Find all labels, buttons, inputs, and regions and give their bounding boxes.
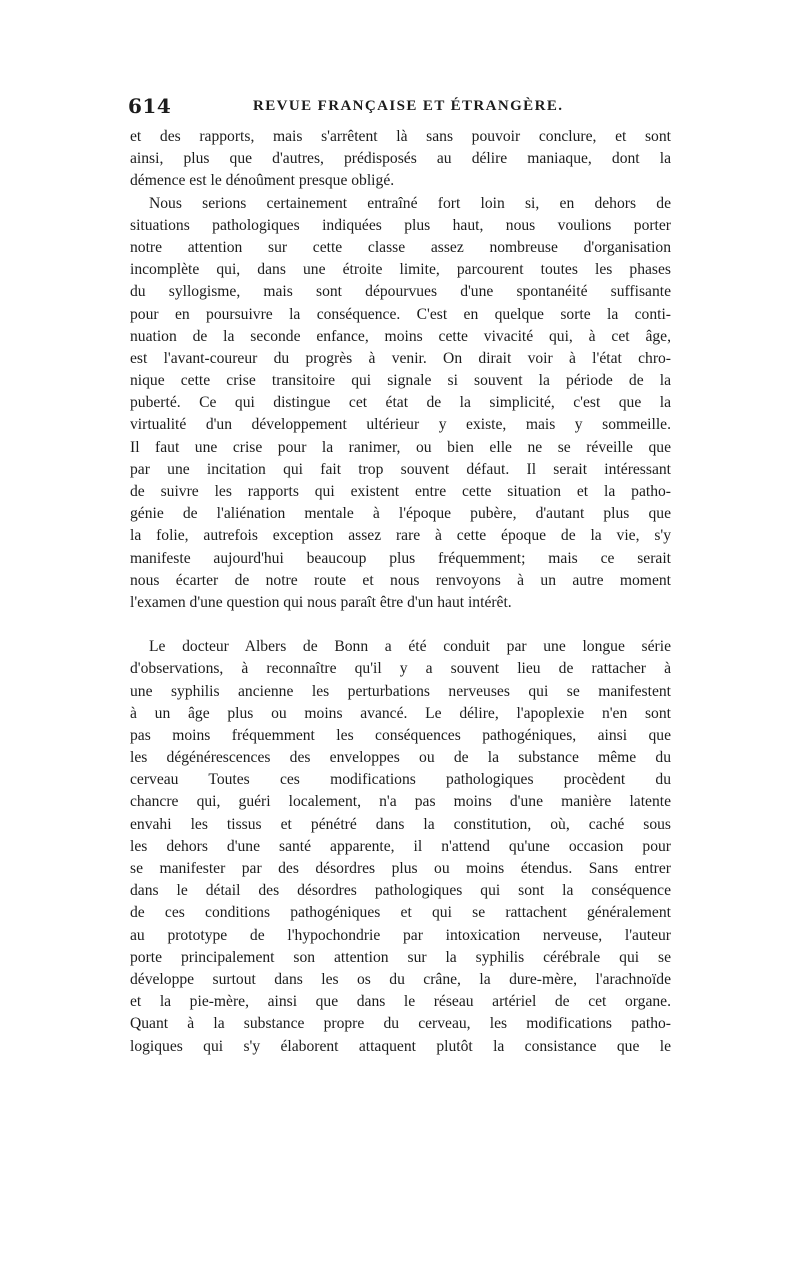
text-line: nous écarter de notre route et nous renvoyons à un autre moment	[130, 571, 671, 589]
text-line: est l'avant-coureur du progrès à venir. On dirait voir à l'état chro-	[130, 349, 671, 367]
text-line: la folie, autrefois exception assez rare à cette époque de la vie, s'y	[130, 527, 671, 545]
text-line: cerveau Toutes ces modifications pathologiques procèdent du	[130, 771, 671, 789]
running-head	[128, 94, 674, 124]
text-line: porte principalement son attention sur la syphilis cérébrale qui se	[130, 948, 671, 966]
text-line: incomplète qui, dans une étroite limite, parcourent toutes les phases	[130, 261, 671, 279]
page-number: 614	[128, 94, 172, 118]
text-line: démence est le dénoûment presque obligé.	[130, 172, 395, 190]
text-line: de suivre les rapports qui existent entre cette situation et la patho-	[130, 483, 671, 500]
text-line: génie de l'aliénation mentale à l'époque pubère, d'autant plus que	[130, 505, 671, 523]
text-line: Nous serions certainement entraîné fort loin si, en dehors de	[149, 194, 671, 212]
text-line: à un âge plus ou moins avancé. Le délire, l'apoplexie n'en sont	[130, 704, 671, 722]
text-line: par une incitation qui fait trop souvent défaut. Il serait intéressant	[130, 460, 671, 478]
text-line: Quant à la substance propre du cerveau, les modifications patho-	[130, 1015, 671, 1033]
text-line: de ces conditions pathogéniques et qui se rattachent généralement	[130, 904, 671, 922]
text-line: Le docteur Albers de Bonn a été conduit par une longue série	[149, 638, 671, 656]
text-line: développe surtout dans les os du crâne, la dure-mère, l'arachnoïde	[130, 970, 671, 988]
text-line: une syphilis ancienne les perturbations nerveuses qui se manifestent	[130, 682, 671, 700]
text-line: nuation de la seconde enfance, moins cette vivacité qui, à cet âge,	[130, 327, 671, 345]
journal-title: REVUE FRANÇAISE ET ÉTRANGÈRE.	[253, 98, 564, 114]
text-line: virtualité d'un développement ultérieur y existe, mais y sommeille.	[130, 416, 671, 434]
paragraph-1	[130, 126, 671, 193]
text-line: chancre qui, guéri localement, n'a pas moins d'une manière latente	[130, 793, 671, 811]
text-line: puberté. Ce qui distingue cet état de la simplicité, c'est que la	[130, 394, 671, 412]
text-line: l'examen d'une question qui nous paraît être d'un haut intérêt.	[130, 593, 512, 611]
text-line: nique cette crise transitoire qui signale si souvent la période de la	[130, 372, 671, 390]
text-line: du syllogisme, mais sont dépourvues d'une spontanéité suffisante	[130, 283, 671, 301]
text-line: situations pathologiques indiquées plus haut, nous voulions porter	[130, 216, 671, 234]
text-line: envahi les tissus et pénétré dans la constitution, où, caché sous	[130, 815, 671, 833]
text-line: d'observations, à reconnaître qu'il y a souvent lieu de rattacher à	[130, 660, 671, 678]
text-line: Il faut une crise pour la ranimer, ou bien elle ne se réveille que	[130, 438, 671, 456]
page-body	[130, 126, 671, 1058]
text-line: pas moins fréquemment les conséquences pathogéniques, ainsi que	[130, 726, 671, 744]
text-line: ainsi, plus que d'autres, prédisposés au délire maniaque, dont la	[130, 150, 671, 168]
text-line: au prototype de l'hypochondrie par intoxication nerveuse, l'auteur	[130, 926, 671, 944]
text-line: et la pie-mère, ainsi que dans le réseau artériel de cet organe.	[130, 993, 671, 1011]
text-line: logiques qui s'y élaborent attaquent plutôt la consistance que le	[130, 1037, 671, 1055]
text-line: et des rapports, mais s'arrêtent là sans pouvoir conclure, et sont	[130, 128, 671, 145]
text-line: se manifester par des désordres plus ou moins étendus. Sans entrer	[130, 860, 671, 877]
text-line: notre attention sur cette classe assez nombreuse d'organisation	[130, 238, 671, 256]
text-line: pour en poursuivre la conséquence. C'est en quelque sorte la conti-	[130, 305, 671, 323]
text-line: les dégénérescences des enveloppes ou de la substance même du	[130, 749, 671, 767]
text-line: manifeste aujourd'hui beaucoup plus fréquemment; mais ce serait	[130, 549, 671, 567]
text-line: dans le détail des désordres pathologiques qui sont la conséquence	[130, 882, 671, 900]
paragraph-2	[130, 193, 671, 615]
paragraph-3	[130, 636, 671, 1058]
text-line: les dehors d'une santé apparente, il n'attend qu'une occasion pour	[130, 837, 671, 855]
